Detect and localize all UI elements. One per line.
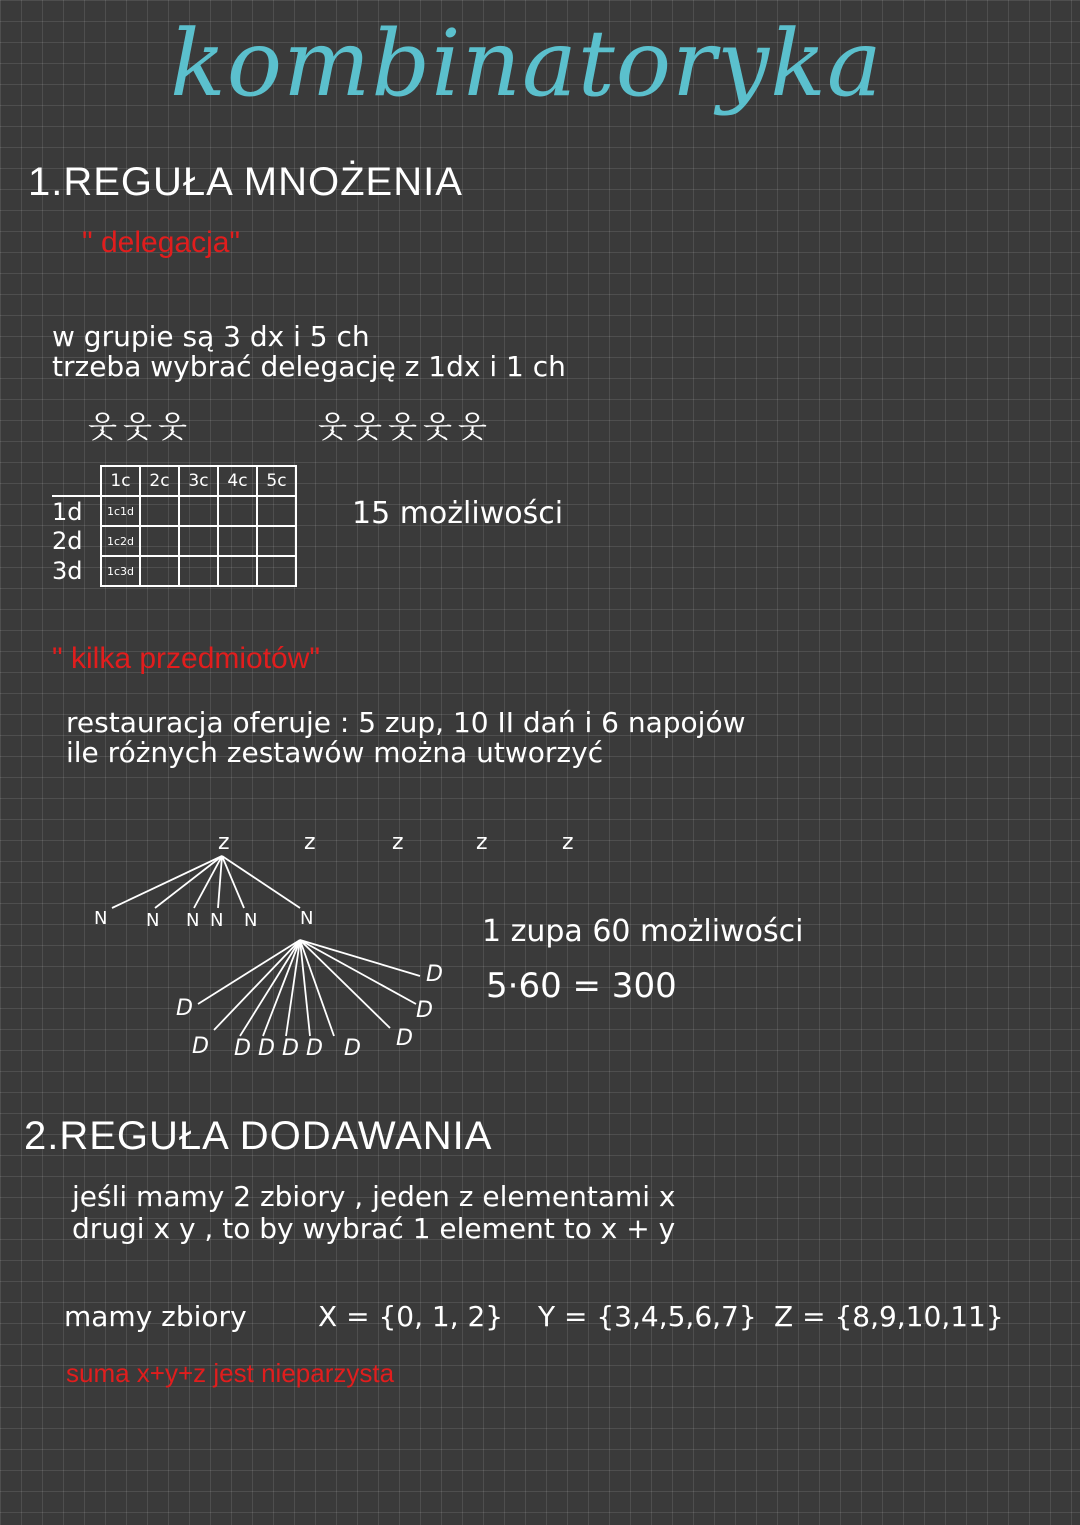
tree-n-label: N (146, 910, 160, 931)
table-cell: 1c1d (101, 496, 140, 526)
restaurant-line2: ile różnych zestawów można utworzyć (66, 736, 604, 769)
tree-edge (240, 940, 300, 1036)
table-col-header: 2c (140, 466, 179, 496)
tree-edge (112, 856, 222, 908)
table-cell: 1c3d (101, 556, 140, 586)
delegation-line1: w grupie są 3 dx i 5 ch (52, 320, 370, 353)
boys-figures-icon: 웃웃웃웃웃 (318, 410, 493, 445)
tree-d-label: D (234, 1036, 251, 1061)
tree-d-label: D (416, 998, 433, 1023)
tree-z-label: z (304, 830, 316, 855)
tree-n-label: N (210, 910, 224, 931)
note-one-soup: 1 zupa 60 możliwości (482, 914, 804, 949)
page-title: kombinatoryka (170, 10, 883, 117)
tree-d-label: D (344, 1036, 361, 1061)
label-delegacja: " delegacja" (82, 226, 241, 259)
tree-d-label: D (176, 996, 193, 1021)
red-note-sum: suma x+y+z jest nieparzysta (66, 1358, 395, 1388)
note-calculation: 5·60 = 300 (486, 966, 677, 1006)
label-przedmiotow: " kilka przedmiotów" (52, 642, 321, 675)
tree-edge (300, 940, 416, 1004)
table-col-header: 1c (101, 466, 140, 496)
tree-z-label: z (392, 830, 404, 855)
restaurant-line1: restauracja oferuje : 5 zup, 10 II dań i 6 napojów (66, 706, 746, 739)
table-col-header: 5c (257, 466, 296, 496)
table-col-header: 4c (218, 466, 257, 496)
tree-d-label: D (306, 1036, 323, 1061)
tree-z-label: z (476, 830, 488, 855)
addition-line2: drugi x y , to by wybrać 1 element to x + y (72, 1212, 676, 1245)
tree-n-label: N (300, 908, 314, 929)
set-z: Z = {8,9,10,11} (774, 1300, 1004, 1333)
tree-d-label: D (396, 1026, 413, 1051)
delegation-line2: trzeba wybrać delegację z 1dx i 1 ch (52, 350, 566, 383)
set-x: X = {0, 1, 2} (318, 1300, 504, 1333)
table-row-header: 3d (52, 556, 101, 586)
tree-edge (286, 940, 300, 1036)
tree-z-label: z (218, 830, 230, 855)
tree-d-label: D (282, 1036, 299, 1061)
tree-n-label: N (186, 910, 200, 931)
tree-edge (263, 940, 300, 1036)
tree-d-label: D (192, 1034, 209, 1059)
tree-d-label: D (426, 962, 443, 987)
tree-n-label: N (94, 908, 108, 929)
table-row-header: 1d (52, 496, 101, 526)
tree-lines (112, 856, 420, 1036)
addition-line1: jeśli mamy 2 zbiory , jeden z elementami x (72, 1180, 676, 1213)
section1-heading: 1.REGUŁA MNOŻENIA (28, 160, 463, 204)
result-possibilities: 15 możliwości (352, 496, 564, 531)
set-y: Y = {3,4,5,6,7} (538, 1300, 757, 1333)
table-col-header: 3c (179, 466, 218, 496)
table-cell: 1c2d (101, 526, 140, 556)
tree-d-label: D (258, 1036, 275, 1061)
tree-n-label: N (244, 910, 258, 931)
tree-z-label: z (562, 830, 574, 855)
table-row-header: 2d (52, 526, 101, 556)
section2-heading: 2.REGUŁA DODAWANIA (24, 1114, 493, 1158)
girls-figures-icon: 웃웃웃 (88, 410, 193, 445)
sets-prefix: mamy zbiory (64, 1300, 247, 1333)
